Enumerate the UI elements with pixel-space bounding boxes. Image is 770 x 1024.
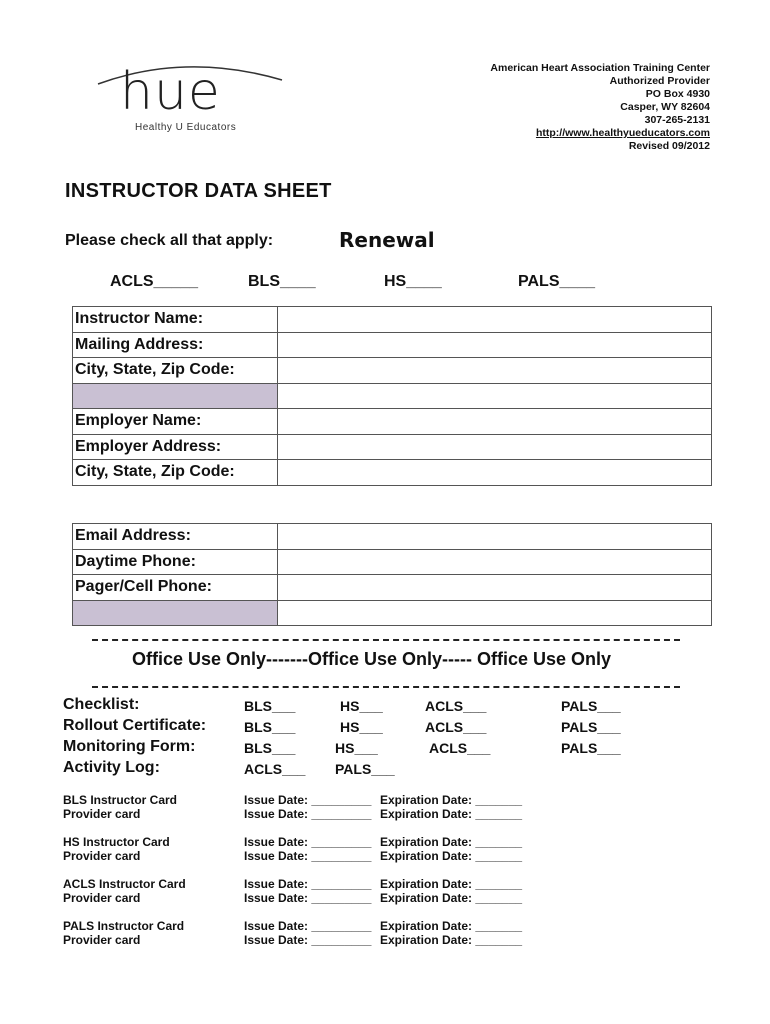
cert-option-acls[interactable]: ACLS_____ (110, 273, 199, 290)
expiration-date-label: Expiration Date: _______ (380, 891, 523, 905)
field-label: Pager/Cell Phone: (73, 575, 278, 601)
org-line: PO Box 4930 (645, 88, 710, 100)
logo-wordmark: hue (120, 62, 221, 122)
org-address-block (490, 62, 710, 153)
card-label-hs (63, 835, 170, 863)
org-line: Casper, WY 82604 (620, 101, 710, 113)
field-label: Employer Address: (73, 434, 278, 460)
expiration-date-label: Expiration Date: _______ (380, 793, 523, 807)
instructor-info-table (72, 306, 712, 486)
field-label: Mailing Address: (73, 332, 278, 358)
office-use-banner: Office Use Only-------Office Use Only----- Office Use Only (132, 649, 612, 669)
card-title: PALS Instructor Card (63, 919, 185, 933)
issue-date-field[interactable] (244, 919, 371, 947)
org-line: American Heart Association Training Center (490, 62, 710, 74)
card-label-acls (63, 877, 186, 905)
checklist-acls[interactable]: ACLS___ (425, 698, 487, 714)
expiration-date-label: Expiration Date: _______ (380, 807, 523, 821)
card-title: ACLS Instructor Card (63, 877, 186, 891)
logo-tagline: Healthy U Educators (135, 122, 237, 133)
shaded-spacer (73, 600, 278, 626)
field-label: Employer Name: (73, 409, 278, 435)
checklist-pals[interactable]: PALS___ (561, 698, 621, 714)
issue-date-label: Issue Date: _________ (244, 933, 372, 947)
email-field[interactable] (278, 524, 712, 550)
monitoring-hs[interactable]: HS___ (335, 740, 378, 756)
card-label-pals (63, 919, 184, 947)
expiration-date-label: Expiration Date: _______ (380, 933, 523, 947)
field-label: Instructor Name: (73, 307, 278, 333)
expiration-date-label: Expiration Date: _______ (380, 849, 523, 863)
check-instruction: Please check all that apply: (65, 232, 274, 249)
card-title: BLS Instructor Card (63, 793, 178, 807)
issue-date-label: Issue Date: _________ (244, 793, 372, 807)
checklist-bls[interactable]: BLS___ (244, 698, 296, 714)
issue-date-label: Issue Date: _________ (244, 877, 372, 891)
rollout-acls[interactable]: ACLS___ (425, 719, 487, 735)
org-phone: 307-265-2131 (644, 114, 710, 126)
renewal-label: Renewal (339, 228, 435, 252)
divider (92, 686, 680, 688)
daytime-phone-field[interactable] (278, 549, 712, 575)
spacer-field (278, 383, 712, 409)
checklist-hs[interactable]: HS___ (340, 698, 383, 714)
issue-date-label: Issue Date: _________ (244, 919, 372, 933)
page-title: INSTRUCTOR DATA SHEET (65, 180, 332, 202)
cert-option-hs[interactable]: HS____ (384, 273, 442, 290)
employer-address-field[interactable] (278, 434, 712, 460)
employer-name-field[interactable] (278, 409, 712, 435)
contact-info-table (72, 523, 712, 626)
shaded-spacer (73, 383, 278, 409)
cert-option-pals[interactable]: PALS____ (518, 273, 596, 290)
issue-date-label: Issue Date: _________ (244, 891, 372, 905)
field-label: Email Address: (73, 524, 278, 550)
divider (92, 639, 680, 641)
cell-phone-field[interactable] (278, 575, 712, 601)
card-subtitle: Provider card (63, 849, 141, 863)
org-line: Authorized Provider (609, 75, 710, 87)
monitoring-bls[interactable]: BLS___ (244, 740, 296, 756)
activity-pals[interactable]: PALS___ (335, 761, 395, 777)
card-title: HS Instructor Card (63, 835, 170, 849)
field-label: City, State, Zip Code: (73, 358, 278, 384)
revision-date: Revised 09/2012 (628, 140, 710, 152)
expiration-date-field[interactable] (380, 793, 522, 821)
card-label-bls (63, 793, 177, 821)
card-subtitle: Provider card (63, 807, 141, 821)
checklist-label: Checklist: (63, 696, 140, 713)
expiration-date-field[interactable] (380, 835, 522, 863)
issue-date-label: Issue Date: _________ (244, 849, 372, 863)
issue-date-field[interactable] (244, 835, 371, 863)
monitoring-label: Monitoring Form: (63, 738, 196, 755)
rollout-bls[interactable]: BLS___ (244, 719, 296, 735)
org-website-link[interactable]: http://www.healthyueducators.com (535, 127, 710, 139)
expiration-date-label: Expiration Date: _______ (380, 835, 523, 849)
monitoring-pals[interactable]: PALS___ (561, 740, 621, 756)
monitoring-acls[interactable]: ACLS___ (429, 740, 491, 756)
city-state-zip-field[interactable] (278, 358, 712, 384)
instructor-name-field[interactable] (278, 307, 712, 333)
field-label: City, State, Zip Code: (73, 460, 278, 486)
cert-option-bls[interactable]: BLS____ (248, 273, 316, 290)
issue-date-label: Issue Date: _________ (244, 835, 372, 849)
expiration-date-label: Expiration Date: _______ (380, 919, 523, 933)
field-label: Daytime Phone: (73, 549, 278, 575)
activity-acls[interactable]: ACLS___ (244, 761, 306, 777)
rollout-pals[interactable]: PALS___ (561, 719, 621, 735)
rollout-hs[interactable]: HS___ (340, 719, 383, 735)
mailing-address-field[interactable] (278, 332, 712, 358)
expiration-date-label: Expiration Date: _______ (380, 877, 523, 891)
expiration-date-field[interactable] (380, 877, 522, 905)
activity-log-label: Activity Log: (63, 759, 160, 776)
issue-date-label: Issue Date: _________ (244, 807, 372, 821)
issue-date-field[interactable] (244, 793, 371, 821)
employer-city-state-zip-field[interactable] (278, 460, 712, 486)
issue-date-field[interactable] (244, 877, 371, 905)
spacer-field (278, 600, 712, 626)
expiration-date-field[interactable] (380, 919, 522, 947)
card-subtitle: Provider card (63, 891, 141, 905)
card-subtitle: Provider card (63, 933, 141, 947)
rollout-label: Rollout Certificate: (63, 717, 207, 734)
